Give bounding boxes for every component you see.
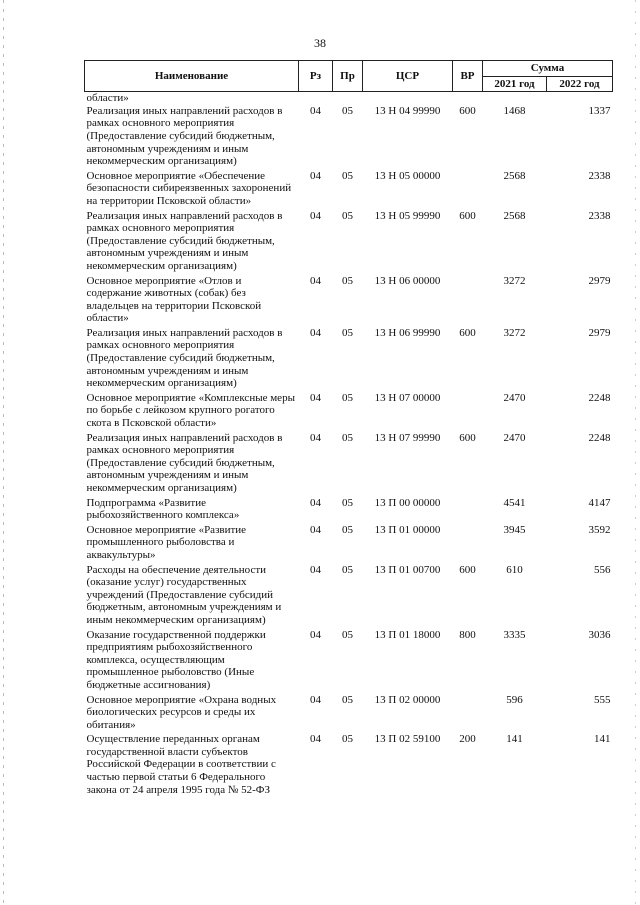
cell-csr: 13 Н 04 99990 [374, 104, 441, 117]
table-row [85, 210, 613, 275]
cell-pr: 05 [342, 628, 353, 641]
cell-csr: 13 П 01 00000 [374, 523, 441, 536]
cell-vr: 600 [459, 431, 476, 444]
cell-sum-2021: 2470 [503, 431, 526, 444]
cell-csr: 13 Н 05 00000 [374, 169, 441, 182]
table-row [85, 105, 613, 170]
cell-name: Основное мероприятие «Отлов и содержание животных (собак) без владельцев на территории Псковской области» [86, 274, 262, 325]
cell-rz: 04 [310, 431, 321, 444]
cell-pr: 05 [342, 563, 353, 576]
table-row [85, 524, 613, 564]
cell-pr: 05 [342, 326, 353, 339]
cell-sum-2021 [483, 92, 547, 105]
cell-csr: 13 П 01 00700 [374, 563, 441, 576]
cell-name: Оказание государственной поддержки предприятиям рыбохозяйственного комплекса, осуществляющим промышленное рыболовство (Иные бюджетные ассигнования) [86, 628, 266, 691]
cell-pr: 05 [342, 104, 353, 117]
cell-name: Расходы на обеспечение деятельности (оказание услуг) государственных учреждений (Предоставление субсидий бюджетным, автономным учреждениям и иным некоммерческим организациям) [86, 563, 282, 626]
cell-vr: 600 [459, 326, 476, 339]
cell-vr [453, 694, 483, 734]
cell-name: Основное мероприятие «Комплексные меры по борьбе с лейкозом крупного рогатого скота в Псковской области» [86, 391, 295, 430]
scan-edge-left [3, 0, 4, 905]
cell-sum-2022: 2979 [588, 274, 611, 287]
cell-vr [453, 275, 483, 327]
table-row [85, 629, 613, 694]
cell-vr [453, 392, 483, 432]
cell-rz: 04 [310, 628, 321, 641]
header-csr: ЦСР [363, 61, 453, 92]
cell-sum-2021: 2568 [503, 169, 526, 182]
cell-vr: 200 [459, 733, 476, 746]
cell-sum-2021: 141 [506, 733, 523, 746]
cell-sum-2021: 3335 [503, 628, 526, 641]
cell-vr [453, 92, 483, 105]
table-row [85, 694, 613, 734]
header-year-2022: 2022 год [547, 76, 613, 92]
cell-csr: 13 П 02 00000 [374, 693, 441, 706]
cell-pr [333, 92, 363, 105]
header-name: Наименование [85, 61, 299, 92]
cell-vr: 800 [459, 628, 476, 641]
table-body [85, 92, 613, 799]
cell-csr [363, 92, 453, 105]
cell-rz [299, 92, 333, 105]
cell-csr: 13 П 00 00000 [374, 496, 441, 509]
header-rz: Рз [299, 61, 333, 92]
cell-sum-2021: 3272 [503, 326, 526, 339]
cell-name: Подпрограмма «Развитие рыбохозяйственного комплекса» [86, 496, 240, 522]
cell-rz: 04 [310, 274, 321, 287]
cell-sum-2022: 555 [594, 693, 611, 706]
cell-vr: 600 [459, 209, 476, 222]
cell-sum-2022 [547, 92, 613, 105]
cell-rz: 04 [310, 391, 321, 404]
cell-sum-2021: 610 [506, 563, 523, 576]
cell-csr: 13 Н 07 00000 [374, 391, 441, 404]
cell-name: Осуществление переданных органам государственной власти субъектов Российской Федерации в соответствии с частью первой статьи 6 Федерального закона от 24 апреля 1995 года № 52-ФЗ [86, 733, 276, 796]
header-pr: Пр [333, 61, 363, 92]
header-sum: Сумма [483, 61, 613, 77]
cell-vr: 600 [459, 563, 476, 576]
header-year-2021: 2021 год [483, 76, 547, 92]
table-row [85, 733, 613, 798]
cell-pr: 05 [342, 523, 353, 536]
cell-sum-2022: 4147 [588, 496, 611, 509]
cell-pr: 05 [342, 209, 353, 222]
cell-sum-2022: 3592 [588, 523, 611, 536]
table-row [85, 170, 613, 210]
cell-sum-2022: 3036 [588, 628, 611, 641]
page-number: 38 [314, 36, 326, 50]
cell-pr: 05 [342, 169, 353, 182]
cell-vr [453, 497, 483, 524]
cell-rz: 04 [310, 733, 321, 746]
cell-pr: 05 [342, 693, 353, 706]
cell-pr: 05 [342, 733, 353, 746]
cell-pr: 05 [342, 431, 353, 444]
cell-sum-2021: 2470 [503, 391, 526, 404]
cell-name: Реализация иных направлений расходов в рамках основного мероприятия (Предоставление субсидий бюджетным, автономным учреждениям и иным некоммерческим организациям) [86, 326, 283, 390]
cell-sum-2022: 141 [594, 733, 611, 746]
cell-sum-2021: 596 [506, 693, 523, 706]
cell-sum-2021: 3945 [503, 523, 526, 536]
cell-sum-2022: 2248 [588, 391, 611, 404]
cell-name: области» [86, 92, 129, 105]
cell-sum-2022: 2248 [588, 431, 611, 444]
cell-csr: 13 Н 05 99990 [374, 209, 441, 222]
cell-sum-2021: 4541 [503, 496, 526, 509]
cell-csr: 13 Н 06 00000 [374, 274, 441, 287]
cell-vr: 600 [459, 104, 476, 117]
cell-rz: 04 [310, 326, 321, 339]
cell-sum-2022: 2338 [588, 209, 611, 222]
budget-table [84, 60, 613, 798]
table-row [85, 275, 613, 327]
cell-pr: 05 [342, 496, 353, 509]
cell-csr: 13 Н 07 99990 [374, 431, 441, 444]
cell-sum-2021: 1468 [503, 104, 526, 117]
cell-name: Основное мероприятие «Развитие промышленного рыболовства и аквакультуры» [86, 523, 247, 561]
cell-rz: 04 [310, 209, 321, 222]
cell-sum-2022: 556 [594, 563, 611, 576]
table-row [85, 564, 613, 629]
table-header [85, 61, 613, 92]
cell-csr: 13 П 01 18000 [374, 628, 441, 641]
cell-rz: 04 [310, 523, 321, 536]
cell-csr: 13 П 02 59100 [374, 733, 441, 746]
table-row [85, 392, 613, 432]
cell-sum-2021: 3272 [503, 274, 526, 287]
cell-name: Основное мероприятие «Обеспечение безопасности сибиреязвенных захоронений на территории Псковской области» [86, 169, 292, 207]
cell-vr [453, 170, 483, 210]
cell-name: Основное мероприятие «Охрана водных биологических ресурсов и среды их обитания» [86, 693, 277, 731]
cell-rz: 04 [310, 563, 321, 576]
table-row [85, 497, 613, 524]
cell-rz: 04 [310, 693, 321, 706]
scan-edge-right [635, 0, 636, 905]
table-row [85, 432, 613, 497]
cell-pr: 05 [342, 391, 353, 404]
cell-sum-2022: 1337 [588, 104, 611, 117]
cell-name: Реализация иных направлений расходов в рамках основного мероприятия (Предоставление субсидий бюджетным, автономным учреждениям и иным некоммерческим организациям) [86, 104, 283, 168]
cell-name: Реализация иных направлений расходов в рамках основного мероприятия (Предоставление субсидий бюджетным, автономным учреждениям и иным некоммерческим организациям) [86, 209, 283, 272]
table-row [85, 92, 613, 105]
table-row [85, 327, 613, 392]
cell-pr: 05 [342, 274, 353, 287]
cell-rz: 04 [310, 496, 321, 509]
cell-rz: 04 [310, 104, 321, 117]
cell-vr [453, 524, 483, 564]
cell-sum-2022: 2979 [588, 326, 611, 339]
cell-csr: 13 Н 06 99990 [374, 326, 441, 339]
cell-name: Реализация иных направлений расходов в рамках основного мероприятия (Предоставление субсидий бюджетным, автономным учреждениям и иным некоммерческим организациям) [86, 431, 283, 494]
header-vr: ВР [453, 61, 483, 92]
cell-rz: 04 [310, 169, 321, 182]
cell-sum-2021: 2568 [503, 209, 526, 222]
cell-sum-2022: 2338 [588, 169, 611, 182]
